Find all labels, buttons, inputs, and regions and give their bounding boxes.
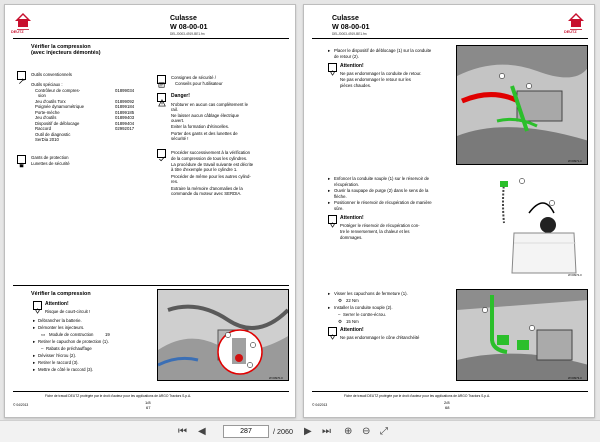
danger-title: Danger! — [171, 93, 190, 99]
tool-name: Porte-mèche — [35, 110, 60, 115]
fit-page-icon[interactable]: ⤢ — [380, 426, 388, 437]
image-ref: W 00970-0 — [269, 376, 283, 380]
torque-value: 15 Nm — [346, 319, 359, 324]
step-dash: – — [338, 312, 341, 317]
procedure-line: commande du moteur avec SERDIA. — [171, 191, 242, 196]
last-page-icon[interactable]: ⏭ — [322, 426, 331, 437]
image-ref: W 00972-0 — [568, 273, 582, 277]
tool-name: Jeu d'outils Torx — [35, 99, 66, 104]
procedure-line: Extraire la mémoire d'anomalies de la — [171, 186, 243, 191]
zoom-in-icon[interactable]: ⊕ — [344, 426, 353, 437]
engine-photo-1 — [456, 45, 588, 165]
tools-header: Outils conventionnels — [31, 72, 72, 77]
step: Débrancher la batterie. — [38, 318, 82, 323]
step-bullet: ▸ — [33, 318, 36, 323]
doc-subcode: DELJ0003-4919-BE1.fm — [170, 32, 205, 36]
doc-code: W 08-00-01 — [332, 22, 370, 31]
step: Serrer le contre-écrou. — [343, 312, 386, 317]
step: Mettre de côté le raccord (3). — [38, 367, 94, 372]
step-bullet: ▸ — [33, 353, 36, 358]
attention-icon — [33, 301, 42, 310]
step: Dévisser l'écrou (2). — [38, 353, 77, 358]
step-bullet: ▸ — [328, 48, 331, 53]
attention-icon — [328, 63, 337, 72]
page-sub: 67 — [146, 405, 151, 410]
attention-text: Risque de court-circuit ! — [45, 309, 91, 314]
step-bullet: ▸ — [328, 291, 331, 296]
tool-name: Poignée dynamométrique — [35, 104, 84, 109]
image-ref: W 00973-0 — [568, 376, 582, 380]
torque-icon: ⚙ — [338, 319, 342, 324]
header-rule — [312, 38, 588, 39]
attention-line: pièces chaudes. — [340, 83, 372, 88]
step: Positionner le réservoir de récupération de manière — [334, 200, 432, 205]
doc-subcode: DELJ0003-4919-BE1.fm — [332, 32, 367, 36]
tool-code: 01899184 — [115, 104, 135, 109]
tool-code: 01899403 — [115, 115, 135, 120]
first-page-icon[interactable]: ⏮ — [178, 426, 187, 437]
section-rule — [13, 285, 289, 286]
procedure-line: Procéder successivement à la vérification — [171, 150, 251, 155]
step-bullet: ▸ — [33, 360, 36, 365]
procedure-icon — [157, 149, 166, 158]
tool-name: SerDia 2010 — [35, 137, 59, 142]
safety-icon — [157, 75, 166, 84]
footer-rule — [13, 391, 289, 392]
step: Ouvrir la soupape de purge (2) dans le sens de la — [334, 188, 429, 193]
procedure-line: res. — [171, 179, 179, 184]
step: Module de construction — [49, 332, 94, 337]
current-page: 287 — [240, 428, 252, 435]
prev-page-icon[interactable]: ◀ — [198, 426, 206, 437]
step-bullet: ▸ — [328, 200, 331, 205]
page-number: 2/8 — [444, 400, 450, 405]
danger-icon — [157, 93, 166, 102]
danger-line: Ne laisser aucun câblage électrique — [171, 113, 240, 118]
engine-photo — [157, 289, 289, 381]
tool-name: sion — [38, 93, 46, 98]
attention-line: Protéger le réservoir de récupération con- — [340, 223, 420, 228]
footer-copyright: Fiche de travail DEUTZ protégée par le droit d'auteur pour les applications de ARGO Tractors S.p.A. — [45, 394, 192, 398]
attention-title: Attention! — [340, 215, 364, 221]
attention-title: Attention! — [340, 327, 364, 333]
step: Visser les capuchons de fermeture (1). — [334, 291, 408, 296]
footer-rule — [312, 391, 588, 392]
section-title: Vérifier la compression — [31, 44, 91, 50]
procedure-line: de la compression de tous les cylindres. — [171, 156, 248, 161]
engine-photo-2 — [456, 289, 588, 381]
gloves-icon — [17, 155, 26, 164]
tool-name: Outil de diagnostic — [35, 132, 71, 137]
reservoir-illustration — [484, 173, 588, 277]
attention-title: Attention! — [45, 301, 69, 307]
image-ref: W 00971-0 — [568, 159, 582, 163]
step: de retour (2). — [334, 54, 359, 59]
zoom-out-icon[interactable]: ⊖ — [362, 426, 371, 437]
attention-line: Ne pas endommager la conduite de retour. — [340, 71, 422, 76]
step: Retirer le capuchon de protection (1). — [38, 339, 109, 344]
step: Rabats de préchauffage — [46, 346, 92, 351]
procedure-line: à titre d'exemple pour le cylindre 1. — [171, 167, 238, 172]
step: Placer le dispositif de déblocage (1) sur la conduite — [334, 48, 432, 53]
section2-title: Vérifier la compression — [31, 291, 91, 297]
page-number-input[interactable] — [223, 425, 269, 438]
module-number: 19 — [105, 332, 110, 337]
step: sûre. — [334, 206, 344, 211]
step-dash: – — [41, 346, 44, 351]
tool-code: 01899034 — [115, 88, 135, 93]
tool-code: 01899404 — [115, 121, 135, 126]
step-bullet: ▸ — [33, 325, 36, 330]
doc-code: W 08-00-01 — [170, 22, 208, 31]
attention-icon — [328, 215, 337, 224]
step: récupération. — [334, 182, 360, 187]
right-page — [303, 4, 595, 418]
brand-text: DEUTZ — [11, 30, 24, 34]
step-bullet: ▸ — [328, 188, 331, 193]
deutz-logo — [566, 11, 586, 41]
page-title: Culasse — [332, 15, 359, 22]
step-bullet: ▸ — [328, 176, 331, 181]
next-page-icon[interactable]: ▶ — [304, 426, 312, 437]
left-page — [4, 4, 296, 418]
tool-name: Dispositif de déblocage — [35, 121, 80, 126]
attention-line: Ne pas endommager le retour sur les — [340, 77, 411, 82]
procedure-line: Procéder de même pour les autres cylind- — [171, 174, 251, 179]
step: Démonter les injecteurs. — [38, 325, 85, 330]
procedure-line: La procédure de travail suivante est décrite — [171, 162, 254, 167]
attention-title: Attention! — [340, 63, 364, 69]
ppe-gloves: Gants de protection — [31, 155, 69, 160]
page-title: Culasse — [170, 15, 197, 22]
tool-code: 01899092 — [115, 99, 135, 104]
step-bullet: ▸ — [33, 339, 36, 344]
brand-text: DEUTZ — [564, 30, 577, 34]
tools-icon — [17, 71, 26, 80]
attention-line: Ne pas endommager le cône d'étanchéité — [340, 335, 420, 340]
torque-icon: ⚙ — [338, 298, 342, 303]
module-icon: ▭ — [41, 332, 46, 337]
attention-line: dommages. — [340, 235, 363, 240]
step: Installer la conduite souple (2). — [334, 305, 393, 310]
tool-code: 02992017 — [115, 126, 135, 131]
attention-line: tre le renversement, la chaleur et les — [340, 229, 410, 234]
safety-notes: Consignes de sécurité / — [171, 75, 216, 80]
page-number: 1/8 — [145, 400, 151, 405]
safety-notes-line2: Conseils pour l'utilisateur — [175, 81, 223, 86]
danger-line: Porter des gants et des lunettes de — [171, 131, 238, 136]
step-bullet: ▸ — [33, 367, 36, 372]
page-total: / 2060 — [273, 427, 293, 436]
tool-name: Raccord — [35, 126, 52, 131]
attention-icon — [328, 327, 337, 336]
ppe-glasses: Lunettes de sécurité — [31, 161, 70, 166]
footer-copyright: Fiche de travail DEUTZ protégée par le droit d'auteur pour les applications de ARGO Tractors S.p.A. — [344, 394, 491, 398]
danger-line: N'obturer en aucun cas complètement le — [171, 102, 249, 107]
danger-line: Eviter la formation d'étincelles. — [171, 124, 230, 129]
step-bullet: ▸ — [328, 305, 331, 310]
tool-name: Contrôleur de compres- — [35, 88, 81, 93]
deutz-logo — [13, 11, 33, 41]
step: Retirer le raccord (3). — [38, 360, 79, 365]
torque-value: 22 Nm — [346, 298, 359, 303]
section-title-line2: (avec injecteurs démontés) — [31, 50, 101, 56]
step: Enfoncer la conduite souple (1) sur le réservoir de — [334, 176, 430, 181]
tool-name: Jeu d'outils — [35, 115, 57, 120]
footer-date: © 04/2013 — [312, 403, 328, 407]
tool-code: 01899185 — [115, 110, 135, 115]
special-tools-header: Outils spéciaux : — [31, 82, 63, 87]
step: flèche. — [334, 194, 347, 199]
danger-line: ouvert. — [171, 118, 185, 123]
pdf-toolbar — [0, 420, 600, 442]
header-rule — [13, 38, 289, 39]
danger-line: sécurité ! — [171, 136, 189, 141]
danger-line: rail. — [171, 107, 178, 112]
page-sub: 68 — [445, 405, 450, 410]
footer-date: © 04/2013 — [13, 403, 29, 407]
